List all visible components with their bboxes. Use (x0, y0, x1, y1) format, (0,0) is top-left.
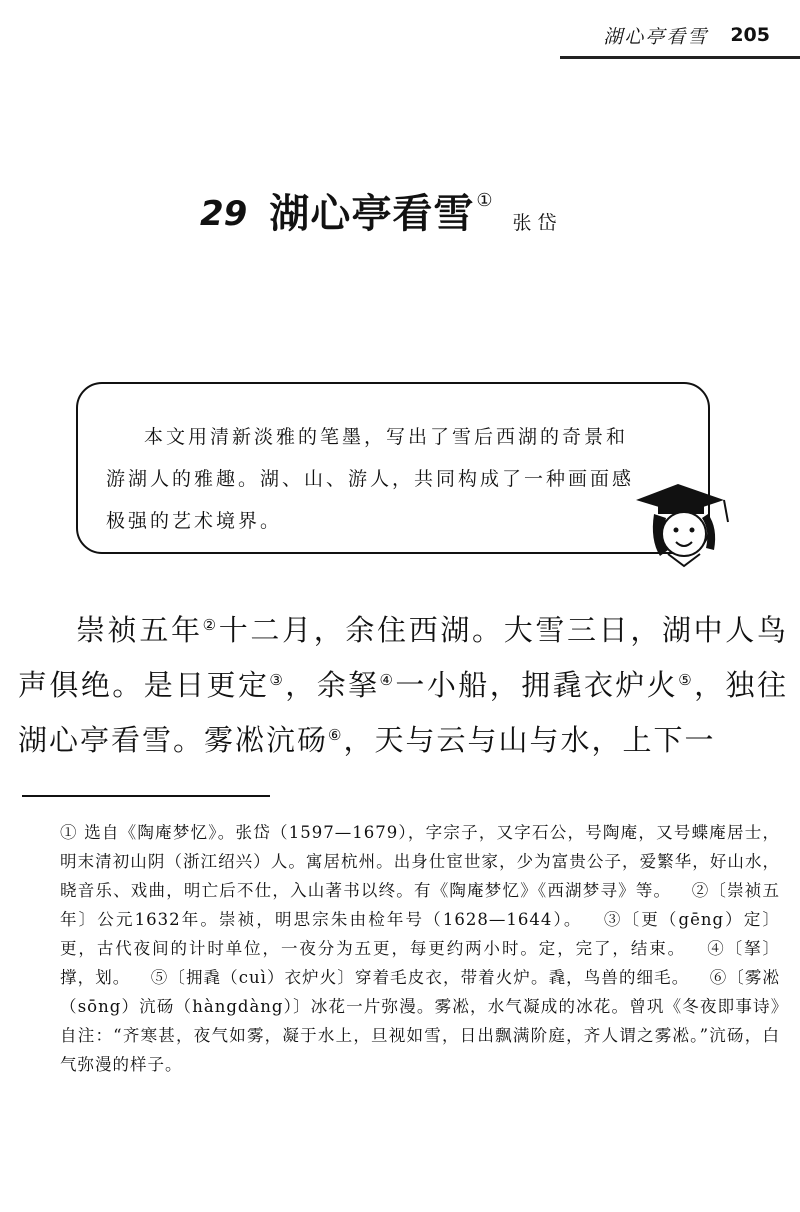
note-marker: ② (202, 616, 219, 634)
note-marker: ④ (379, 671, 396, 689)
paragraph (18, 600, 788, 765)
footnote: ④〔拏〕撑，划。 (60, 939, 781, 987)
text-segment: ，独往湖心亭看雪。雾凇沆砀 (18, 668, 788, 757)
footnote: ③〔更（gēng）定〕更，古代夜间的计时单位，一夜分为五更，每更约两小时。定，完了，结束。 (60, 910, 780, 958)
footnote-rule (22, 795, 270, 797)
header-rule (560, 56, 800, 59)
text-segment: 崇祯五年 (76, 613, 203, 647)
footnotes (60, 818, 780, 1079)
running-title: 湖心亭看雪 (603, 25, 709, 48)
title-note-mark: ① (476, 190, 493, 211)
text-segment: ，天与云与山与水，上下一 (343, 723, 716, 757)
chapter-title: 湖心亭看雪 (269, 191, 475, 237)
text-segment: 十二月，余住西湖。大雪三日，湖中人鸟声俱绝。是日更定 (18, 613, 788, 702)
running-header (603, 20, 770, 50)
page-number: 205 (730, 24, 770, 46)
chapter-number: 29 (200, 194, 248, 234)
footnote: ②〔崇祯五年〕公元1632年。崇祯，明思宗朱由检年号（1628—1644）。 (60, 881, 781, 929)
note-marker: ⑥ (328, 726, 344, 744)
intro-text: 本文用清新淡雅的笔墨，写出了雪后西湖的奇景和游湖人的雅趣。湖、山、游人，共同构成了一种画面感极强的艺术境界。 (106, 426, 635, 532)
intro-box (76, 382, 710, 554)
main-text (18, 600, 788, 765)
footnote: ① 选自《陶庵梦忆》。张岱（1597—1679），字宗子，又字石公，号陶庵，又号蝶庵居士，明末清初山阴（浙江绍兴）人。寓居杭州。出身仕宦世家，少为富贵公子，爱繁华，好山水，晓音乐、戏曲，明亡后不仕，入山著书以终。有《陶庵梦忆》《西湖梦寻》等。 (60, 823, 780, 900)
chapter-heading (200, 190, 562, 238)
text-segment: 一小船，拥毳衣炉火 (395, 668, 679, 702)
note-marker: ③ (269, 671, 286, 689)
footnote: ⑥〔雾凇（sōng）沆砀（hàngdàng）〕冰花一片弥漫。雾凇，水气凝成的冰花。曾巩《冬夜即事诗》自注：“齐寒甚，夜气如雾，凝于水上，旦视如雪，日出飘满阶庭，齐人谓之雾凇。”沆砀，白气弥漫的样子。 (60, 968, 780, 1074)
footnote: ⑤〔拥毳（cuì）衣炉火〕穿着毛皮衣，带着火炉。毳，鸟兽的细毛。 (150, 968, 690, 987)
text-segment: ，余拏 (285, 668, 380, 702)
chapter-author: 张岱 (512, 212, 563, 234)
note-marker: ⑤ (678, 671, 695, 689)
student-mascot-icon (628, 470, 738, 570)
